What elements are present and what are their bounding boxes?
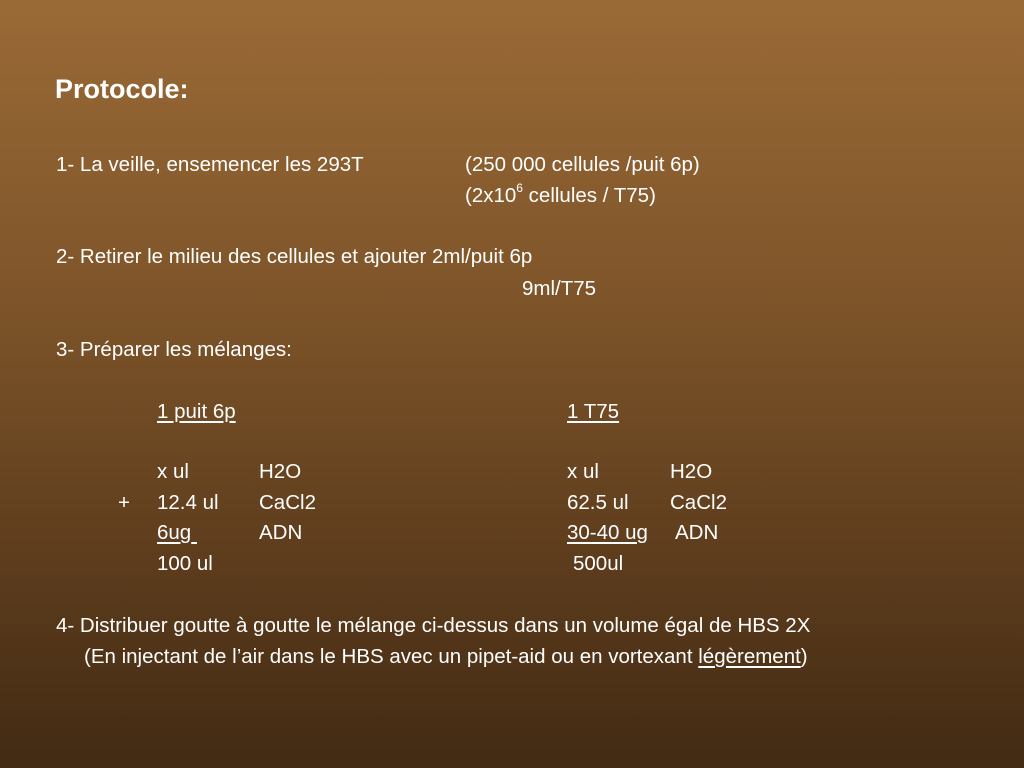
mix-t75-reagent-cacl2: CaCl2 [670, 491, 727, 514]
step-4-note-prefix: (En injectant de l’air dans le HBS avec un pipet-aid ou en vortexant [84, 645, 699, 668]
mix-t75-header: 1 T75 [567, 400, 620, 423]
step-1-note-t75-prefix: (2x10 [465, 184, 517, 207]
step-4-note [84, 645, 808, 669]
step-1-note-t75-exponent: 6 [516, 181, 523, 196]
mix-t75-qty-adn: 30-40 ug [567, 521, 648, 544]
mix-t75-qty-cacl2: 62.5 ul [567, 491, 629, 514]
mix-t75-qty-h2o: x ul [567, 460, 599, 483]
mix-6p-qty-adn-value: 6ug [157, 521, 192, 544]
step-4-note-suffix: ) [800, 645, 808, 668]
mix-6p-reagent-adn: ADN [259, 521, 303, 544]
mix-6p-qty-h2o: x ul [157, 460, 189, 483]
step-2-text: 2- Retirer le milieu des cellules et ajouter 2ml/puit 6p [56, 245, 533, 268]
mix-6p-total: 100 ul [157, 552, 213, 575]
step-4-note-emphasis: légèrement [698, 645, 801, 668]
step-1-note-t75-suffix: cellules / T75) [522, 184, 656, 207]
step-4-text: 4- Distribuer goutte à goutte le mélange ci-dessus dans un volume égal de HBS 2X [56, 614, 811, 637]
mix-6p-qty-adn [157, 521, 197, 545]
step-3-text: 3- Préparer les mélanges: [56, 338, 292, 361]
mix-6p-header: 1 puit 6p [157, 400, 236, 423]
slide-title: Protocole: [55, 74, 189, 104]
mix-6p-reagent-cacl2: CaCl2 [259, 491, 316, 514]
mix-6p-qty-cacl2: 12.4 ul [157, 491, 219, 514]
step-2-t75-volume: 9ml/T75 [522, 277, 597, 300]
step-1-note-wells: (250 000 cellules /puit 6p) [465, 153, 700, 176]
step-1-text: 1- La veille, ensemencer les 293T [56, 153, 364, 176]
step-1-note-t75 [465, 181, 656, 208]
mix-6p-reagent-h2o: H2O [259, 460, 302, 483]
mix-t75-reagent-h2o: H2O [670, 460, 713, 483]
mix-plus-sign: + [118, 491, 130, 514]
mix-t75-reagent-adn: ADN [675, 521, 719, 544]
mix-t75-total: 500ul [573, 552, 624, 575]
